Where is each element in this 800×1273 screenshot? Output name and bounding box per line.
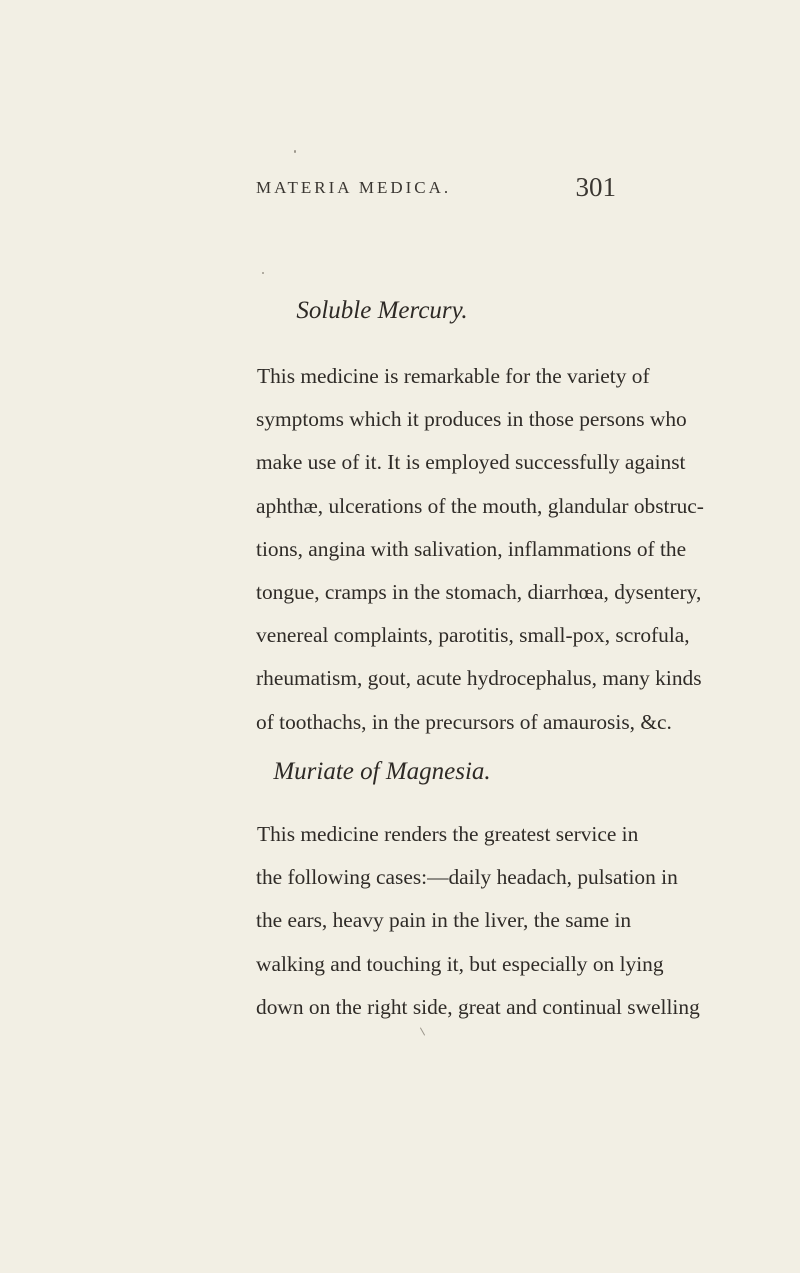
running-title: MATERIA MEDICA. bbox=[256, 178, 452, 197]
text-line: make use of it. It is employed successfully against bbox=[256, 450, 686, 475]
text-line: This medicine renders the greatest service in bbox=[257, 822, 639, 846]
text-line: aphthæ, ulcerations of the mouth, glandular obstruc- bbox=[256, 493, 704, 518]
text-line: rheumatism, gout, acute hydrocephalus, many kinds bbox=[256, 666, 702, 691]
text-line: the following cases:—daily headach, pulsation in bbox=[256, 865, 678, 890]
text-line: of toothachs, in the precursors of amaurosis, &c. bbox=[256, 709, 672, 734]
page-number: 301 bbox=[575, 172, 616, 202]
text-line: tions, angina with salivation, inflammations of the bbox=[256, 536, 687, 561]
text-line: the ears, heavy pain in the liver, the same in bbox=[256, 908, 632, 933]
paragraph-muriate-of-magnesia bbox=[256, 813, 700, 1029]
paragraph-soluble-mercury bbox=[256, 355, 704, 744]
section-heading-soluble-mercury: Soluble Mercury. bbox=[296, 297, 468, 324]
text-line: symptoms which it produces in those persons who bbox=[256, 407, 687, 432]
text-line: tongue, cramps in the stomach, diarrhœa, dysentery, bbox=[256, 580, 702, 605]
text-line: walking and touching it, but especially on lying bbox=[256, 951, 664, 976]
text-line: down on the right side, great and continual swelling bbox=[256, 994, 700, 1019]
text-line: This medicine is remarkable for the variety of bbox=[257, 364, 650, 388]
text-line: venereal complaints, parotitis, small-pox, scrofula, bbox=[256, 623, 690, 648]
running-head bbox=[256, 172, 616, 202]
paper-speck bbox=[262, 272, 264, 274]
paper-speck bbox=[294, 150, 296, 153]
section-heading-muriate-of-magnesia: Muriate of Magnesia. bbox=[273, 758, 491, 785]
